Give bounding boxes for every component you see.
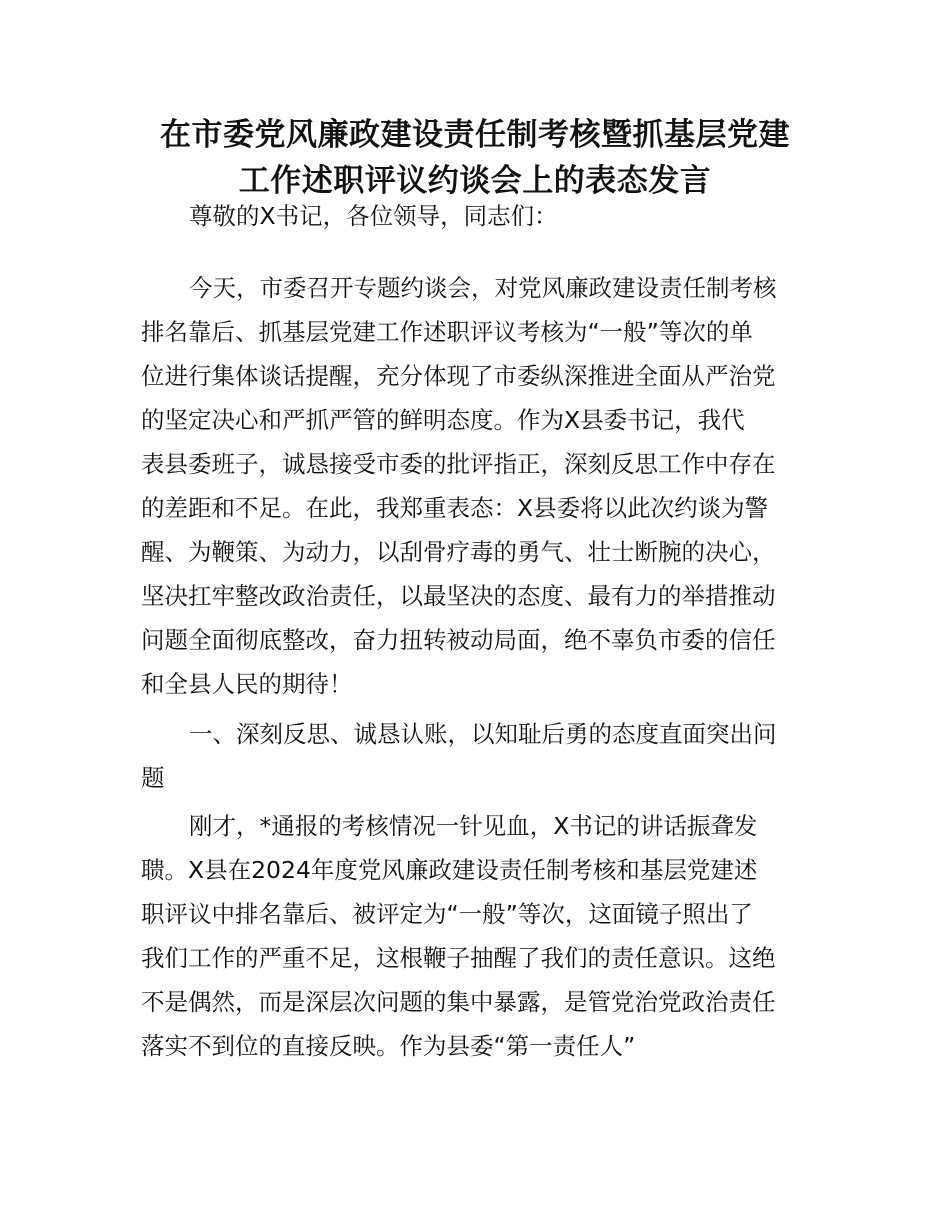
text-line: 和全县人民的期待！ xyxy=(141,670,353,698)
text-line: 落实不到位的直接反映。作为县委“第一责任人” xyxy=(141,1032,636,1060)
text-line: 坚决扛牢整改政治责任，以最坚决的态度、最有力的举措推动 xyxy=(141,582,776,610)
text-line: 醒、为鞭策、为动力，以刮骨疗毒的勇气、壮士断腕的决心， xyxy=(141,538,776,566)
section-heading-1 xyxy=(141,712,811,800)
salutation xyxy=(141,194,859,238)
title-line: 在市委党风廉政建设责任制考核暨抓基层党建 xyxy=(160,117,790,153)
text-line: 的差距和不足。在此，我郑重表态：X县委将以此次约谈为警 xyxy=(141,494,769,522)
paragraph-section-1 xyxy=(141,804,811,1068)
text-line: 排名靠后、抓基层党建工作述职评议考核为“一般”等次的单 xyxy=(141,318,753,346)
title-line: 工作述职评议约谈会上的表态发言 xyxy=(238,163,712,199)
text-line: 不是偶然，而是深层次问题的集中暴露，是管党治党政治责任 xyxy=(141,988,776,1016)
text-line: 表县委班子，诚恳接受市委的批评指正，深刻反思工作中存在 xyxy=(141,450,776,478)
text-line: 位进行集体谈话提醒，充分体现了市委纵深推进全面从严治党 xyxy=(141,362,776,390)
text-line: 刚才，*通报的考核情况一针见血，X书记的讲话振聋发 xyxy=(189,812,758,840)
document-title xyxy=(120,112,830,204)
salutation-text: 尊敬的X书记，各位领导，同志们： xyxy=(189,202,558,230)
text-line: 职评议中排名靠后、被评定为“一般”等次，这面镜子照出了 xyxy=(141,900,753,928)
text-line: 我们工作的严重不足，这根鞭子抽醒了我们的责任意识。这绝 xyxy=(141,944,776,972)
text-line: 题 xyxy=(141,764,165,792)
paragraph-intro xyxy=(141,266,811,706)
text-line: 一、深刻反思、诚恳认账，以知耻后勇的态度直面突出问 xyxy=(189,720,777,748)
text-line: 的坚定决心和严抓严管的鲜明态度。作为X县委书记，我代 xyxy=(141,406,745,434)
text-line: 今天，市委召开专题约谈会，对党风廉政建设责任制考核 xyxy=(189,274,777,302)
text-line: 问题全面彻底整改，奋力扭转被动局面，绝不辜负市委的信任 xyxy=(141,626,776,654)
text-line: 聩。X县在2024年度党风廉政建设责任制考核和基层党建述 xyxy=(141,856,758,884)
